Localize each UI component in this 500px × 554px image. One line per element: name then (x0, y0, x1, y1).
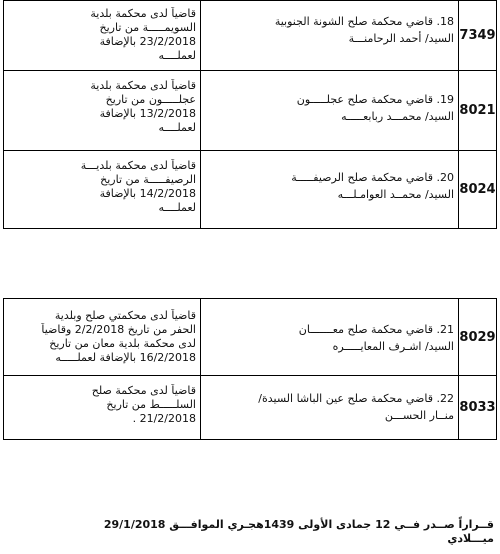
decision-date-line-2: ميـــلادي (447, 532, 494, 545)
judge-number: 8021 (458, 71, 496, 150)
desc-line: لعملــــه (158, 121, 196, 134)
desc-line: السويمـــــة من تاريخ (99, 21, 196, 34)
table-row (4, 1, 496, 71)
desc-line: قاضياً لدى محكمتي صلح وبلدية (54, 309, 196, 322)
court-position: 22. قاضي محكمة صلح عين الباشا السيدة/ (258, 392, 454, 405)
desc-line: السلـــــط من تاريخ (106, 398, 196, 411)
judges-table-2 (3, 298, 497, 440)
assignment-description (4, 71, 200, 150)
desc-line: لدى محكمة بلدية معان من تاريخ (49, 337, 196, 350)
desc-line: قاضياً لدى محكمة بلدية (90, 7, 196, 20)
desc-line: 23/2/2018 بالإضافة (99, 35, 196, 48)
desc-line: الرصيفـــــة من تاريخ (100, 173, 196, 186)
judge-number: 8029 (458, 299, 496, 375)
court-position: 21. قاضي محكمة صلح معـــــــان (298, 323, 454, 336)
desc-line: 21/2/2018 . (132, 412, 196, 425)
judge-name: السيد/ اشـرف المعايـــــره (332, 340, 454, 353)
judge-name: منــار الحســـن (384, 409, 454, 422)
desc-line: الحفر من تاريخ 2/2/2018 وقاضياً (41, 323, 196, 336)
desc-line: قاضياً لدى محكمة بلدية (90, 79, 196, 92)
assignment-description (4, 376, 200, 439)
judge-title (200, 299, 458, 375)
table-row (4, 71, 496, 151)
judge-title (200, 71, 458, 150)
assignment-description (4, 299, 200, 375)
judge-name: السيد/ محمـــد ربابعـــــه (341, 110, 454, 123)
table-row (4, 376, 496, 439)
judge-number: 7349 (458, 1, 496, 70)
desc-line: 14/2/2018 بالإضافة (99, 187, 196, 200)
desc-line: 16/2/2018 بالإضافة لعملـــــه (55, 351, 196, 364)
desc-line: قاضياً لدى محكمة بلديـــة (80, 159, 196, 172)
desc-line: قاضياً لدى محكمة صلح (91, 384, 196, 397)
table-row (4, 299, 496, 376)
decision-date-line: قــراراً صــدر فــي 12 جمادى الأولى 1439هجـري الموافـــق 29/1/2018 (103, 518, 494, 531)
judge-title (200, 376, 458, 439)
judge-number: 8024 (458, 151, 496, 228)
judge-title (200, 151, 458, 228)
court-position: 18. قاضي محكمة صلح الشونة الجنوبية (274, 15, 454, 28)
decision-footer (6, 518, 494, 546)
desc-line: عجلـــــون من تاريخ (105, 93, 196, 106)
judges-table-1 (3, 0, 497, 229)
desc-line: لعملــــه (158, 201, 196, 214)
court-position: 19. قاضي محكمة صلح عجلـــــون (296, 93, 454, 106)
judge-name: السيد/ أحمد الرحامنـــة (348, 32, 454, 45)
judge-number: 8033 (458, 376, 496, 439)
judge-name: السيد/ محمــد العوامـلـــه (337, 188, 454, 201)
court-position: 20. قاضي محكمة صلح الرصيفـــــة (291, 171, 454, 184)
judge-title (200, 1, 458, 70)
desc-line: لعملــــه (158, 49, 196, 62)
assignment-description (4, 1, 200, 70)
desc-line: 13/2/2018 بالإضافة (99, 107, 196, 120)
table-row (4, 151, 496, 228)
assignment-description (4, 151, 200, 228)
